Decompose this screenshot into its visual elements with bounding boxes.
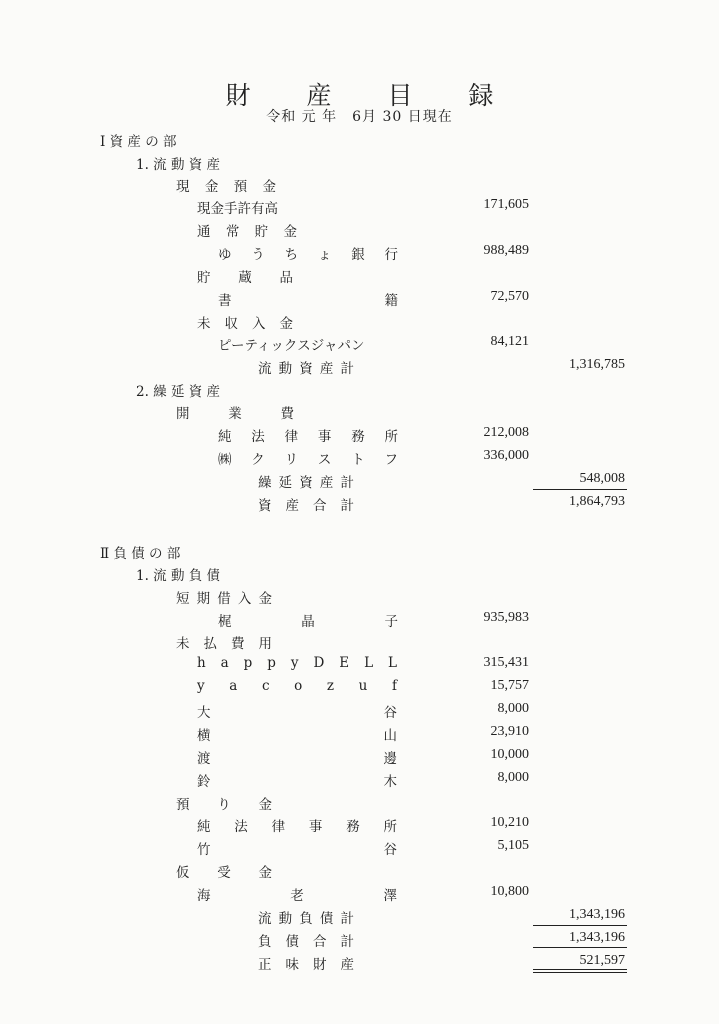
row-label: 短 期 借 入 金	[176, 591, 272, 607]
inventory-row	[0, 815, 719, 837]
row-label: 1. 流 動 資 産	[136, 157, 221, 173]
row-label: 純 法 律 事 務 所	[218, 429, 398, 445]
subtotal-amount: 1,316,785	[569, 357, 625, 372]
inventory-row	[0, 655, 719, 677]
row-label: 純 法 律 事 務 所	[197, 819, 397, 835]
inventory-row	[0, 724, 719, 746]
grand-total-double-underline	[533, 969, 627, 973]
detail-amount: 5,105	[497, 838, 529, 853]
row-label: 大 谷	[197, 705, 397, 721]
row-label: 開 業 費	[176, 406, 294, 422]
detail-amount: 10,000	[490, 747, 529, 762]
inventory-row	[0, 610, 719, 632]
subtotal-amount: 1,343,196	[569, 907, 625, 922]
inventory-row	[0, 770, 719, 792]
inventory-row	[0, 884, 719, 906]
row-label: 1. 流 動 負 債	[136, 568, 221, 584]
row-label: ゆ う ち ょ 銀 行	[218, 247, 398, 263]
subtotal-underline	[533, 925, 627, 926]
inventory-row	[0, 220, 719, 242]
row-label: 渡 邊	[197, 751, 397, 767]
detail-amount: 15,757	[490, 678, 529, 693]
inventory-row	[0, 357, 719, 379]
row-label: 2. 繰 延 資 産	[136, 384, 221, 400]
detail-amount: 23,910	[490, 724, 529, 739]
row-label: 未 収 入 金	[197, 316, 293, 332]
inventory-row	[0, 243, 719, 265]
row-label: 梶 晶 子	[218, 614, 398, 630]
row-label: 正 味 財 産	[258, 957, 354, 973]
row-label: 仮 受 金	[176, 865, 272, 881]
row-label: 流 動 負 債 計	[258, 911, 354, 927]
inventory-row	[0, 632, 719, 654]
inventory-row	[0, 678, 719, 700]
row-label: y a c o z u f	[197, 678, 397, 694]
inventory-row	[0, 564, 719, 586]
detail-amount: 8,000	[497, 770, 529, 785]
inventory-row	[0, 747, 719, 769]
row-label: 繰 延 資 産 計	[258, 475, 354, 491]
subtotal-underline	[533, 489, 627, 490]
subtotal-amount: 548,008	[579, 471, 625, 486]
inventory-row	[0, 838, 719, 860]
row-label: 書 籍	[218, 293, 398, 309]
inventory-row	[0, 197, 719, 219]
detail-amount: 84,121	[490, 334, 529, 349]
row-label: 現金手許有高	[197, 201, 278, 217]
inventory-row	[0, 334, 719, 356]
subtotal-underline	[533, 947, 627, 948]
inventory-row	[0, 930, 719, 952]
inventory-row	[0, 153, 719, 175]
inventory-row	[0, 266, 719, 288]
row-label: ㈱ ク リ ス ト フ	[218, 452, 398, 468]
row-label: 通 常 貯 金	[197, 224, 297, 240]
detail-amount: 315,431	[483, 655, 529, 670]
inventory-row	[0, 425, 719, 447]
detail-amount: 935,983	[483, 610, 529, 625]
inventory-row	[0, 402, 719, 424]
row-label: 未 払 費 用	[176, 636, 272, 652]
row-label: 貯 蔵 品	[197, 270, 293, 286]
inventory-row	[0, 130, 719, 152]
row-label: 資 産 合 計	[258, 498, 354, 514]
row-label: 竹 谷	[197, 842, 397, 858]
inventory-row	[0, 289, 719, 311]
detail-amount: 10,210	[490, 815, 529, 830]
inventory-row	[0, 380, 719, 402]
row-label: h a p p y D E L L	[197, 655, 397, 671]
subtotal-amount: 1,343,196	[569, 930, 625, 945]
inventory-row	[0, 448, 719, 470]
inventory-row	[0, 312, 719, 334]
detail-amount: 212,008	[483, 425, 529, 440]
row-label: 現 金 預 金	[176, 179, 276, 195]
row-label: 海 老 澤	[197, 888, 397, 904]
subtotal-amount: 1,864,793	[569, 494, 625, 509]
detail-amount: 10,800	[490, 884, 529, 899]
row-label: Ⅰ 資 産 の 部	[100, 134, 177, 150]
row-label: ピーティックスジャパン	[218, 338, 365, 354]
detail-amount: 8,000	[497, 701, 529, 716]
inventory-row	[0, 861, 719, 883]
inventory-row	[0, 793, 719, 815]
inventory-row	[0, 542, 719, 564]
detail-amount: 171,605	[483, 197, 529, 212]
row-label: 預 り 金	[176, 797, 272, 813]
document-date: 令和 元 年 6月 30 日現在	[266, 109, 453, 125]
document-title: 財 産 目 録	[225, 81, 518, 110]
row-label: 横 山	[197, 728, 397, 744]
detail-amount: 988,489	[483, 243, 529, 258]
row-label: 鈴 木	[197, 774, 397, 790]
inventory-row	[0, 587, 719, 609]
inventory-row	[0, 701, 719, 723]
subtotal-amount: 521,597	[579, 953, 625, 968]
row-label: 流 動 資 産 計	[258, 361, 354, 377]
detail-amount: 72,570	[490, 289, 529, 304]
row-label: Ⅱ 負 債 の 部	[100, 546, 181, 562]
inventory-row	[0, 494, 719, 516]
detail-amount: 336,000	[483, 448, 529, 463]
row-label: 負 債 合 計	[258, 934, 354, 950]
inventory-row	[0, 175, 719, 197]
